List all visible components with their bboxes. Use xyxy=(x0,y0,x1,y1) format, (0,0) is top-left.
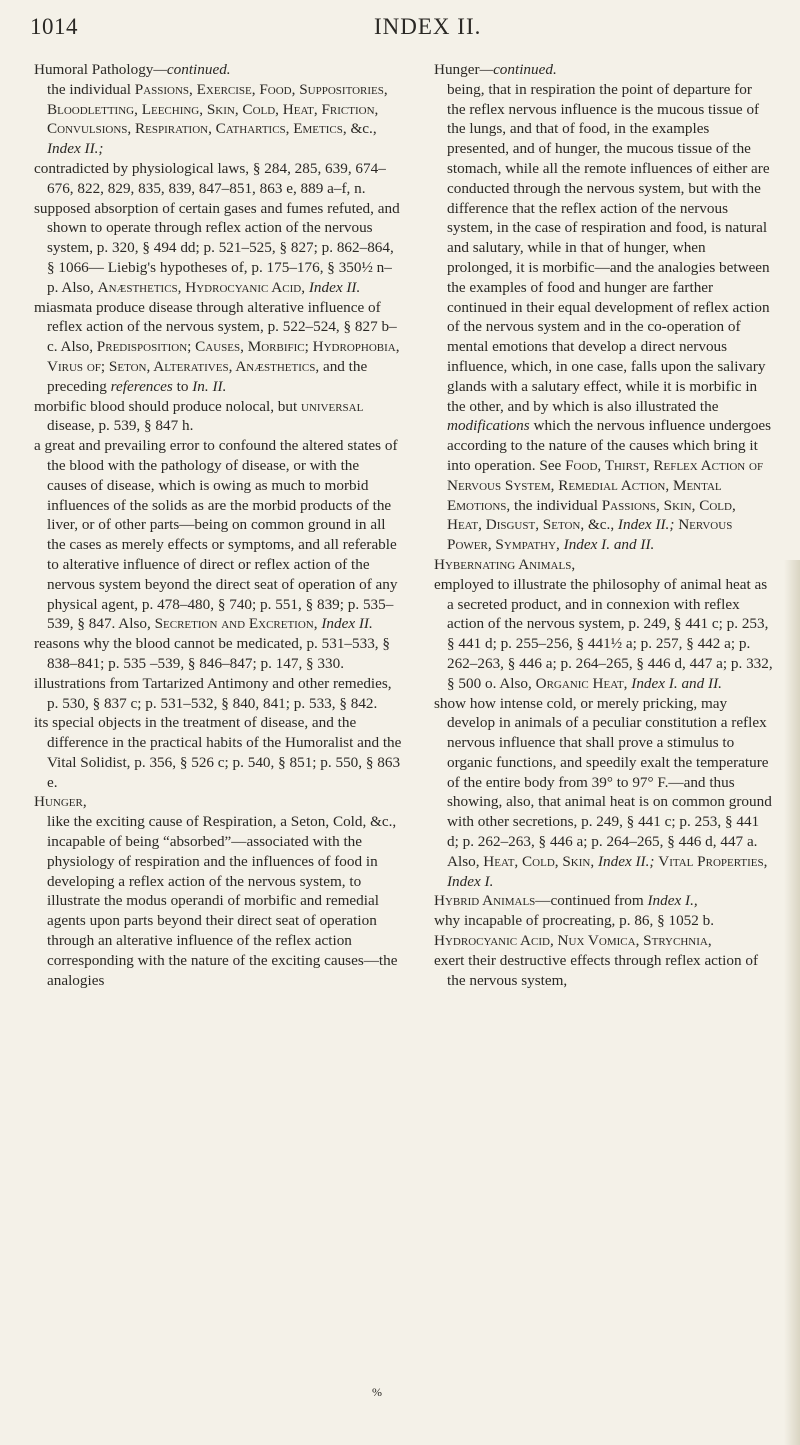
subentry: its special objects in the treatment of disease, and the difference in the practical habits of the Humoralist and the Vital Solidist, p. 356, § 526 c; p. 540, § 851; p. 550, § 863 e. xyxy=(34,714,402,791)
subentry: exert their destructive effects through reflex action of the nervous system, xyxy=(434,951,759,989)
left-column xyxy=(34,60,402,990)
running-head: INDEX II. xyxy=(374,14,482,39)
printer-mark: % xyxy=(372,1385,382,1399)
subentry: morbific blood should produce nolocal, but universal disease, p. 539, § 847 h. xyxy=(34,397,364,435)
entry-heading: Hunger—continued. xyxy=(434,61,557,78)
entry-heading: Humoral Pathology—continued. xyxy=(34,61,231,78)
page-number: 1014 xyxy=(30,14,78,39)
entry-heading: Hybernating Animals, xyxy=(434,555,576,573)
entry-heading: Hybrid Animals—continued from Index I., xyxy=(434,892,698,910)
page-edge-shadow xyxy=(784,560,800,1445)
entry-heading: Hydrocyanic Acid, Nux Vomica, Strychnia, xyxy=(434,932,712,950)
subentry: contradicted by physiological laws, § 284, 285, 639, 674–676, 822, 829, 835, 839, 847–851, 863 e, 889 a–f, n. xyxy=(34,159,386,197)
subentry: reasons why the blood cannot be medicated, p. 531–533, § 838–841; p. 535 –539, § 846–847; p. 147, § 330. xyxy=(34,635,390,672)
subentry: like the exciting cause of Respiration, a Seton, Cold, &c., incapable of being “absorbed”—associated with the physiology of respiration and the influences of food in developing a reflex action of the nervous system, to illustrate the modus operandi of morbific and remedial agents upon parts beyond their direct seat of operation through an alterative influence of the reflex action corresponding with the nature of the exciting causes—the analogies xyxy=(47,813,398,989)
subentry: a great and prevailing error to confound the altered states of the blood with the pathology of disease, or with the causes of disease, which is owing as much to morbid influences of the solids as are the morbid products of the liver, or of other parts—being on common ground in all the cases as merely effects or symptoms, and all referable to alterative influence of direct or reflex action of the nervous system beyond the direct seat of operation of any physical agent, p. 478–480, § 740; p. 551, § 839; p. 535–539, § 847. Also, Secretion and Excretion, Index II. xyxy=(34,437,398,633)
subentry: why incapable of procreating, p. 86, § 1052 b. xyxy=(434,912,715,930)
subentry: illustrations from Tartarized Antimony and other remedies, p. 530, § 837 c; p. 531–532, § 840, 841; p. 533, § 842. xyxy=(34,674,392,712)
subentry: miasmata produce disease through alterative influence of reflex action of the nervous system, p. 522–524, § 827 b–c. Also, Predisposition; Causes, Morbific; Hydrophobia, Virus of; Seton, Alteratives, Anæsthetics, and the preceding references to In. II. xyxy=(34,298,400,395)
subentry: employed to illustrate the philosophy of animal heat as a secreted product, and in connexion with reflex action of the nervous system, p. 249, § 441 c; p. 253, § 441 d; p. 255–256, § 441½ a; p. 257, § 442 a; p. 262–263, § 446 a; p. 264–265, § 446 d, 447 a; p. 332, § 500 o. Also, Organic Heat, Index I. and II. xyxy=(434,575,773,692)
subentry: the individual Passions, Exercise, Food, Suppositories, Bloodletting, Leeching, Skin, Cold, Heat, Friction, Convulsions, Respiration, Cathartics, Emetics, &c., Index II.; xyxy=(47,80,388,158)
entry-heading: Hunger, xyxy=(34,793,87,811)
right-column xyxy=(434,60,774,990)
subentry: supposed absorption of certain gases and fumes refuted, and shown to operate through reflex action of the nervous system, p. 320, § 494 dd; p. 521–525, § 827; p. 862–864, § 1066— Liebig's hypotheses of, p. 175–176, § 350½ n–p. Also, Anæsthetics, Hydrocyanic Acid, Index II. xyxy=(34,199,400,296)
subentry: show how intense cold, or merely pricking, may develop in animals of a peculiar constitution a reflex nervous influence that shall prove a stimulus to organic functions, and speedily exalt the temperature of the entire body from 39° to 97° F.—and thus showing, also, that animal heat is on common ground with other secretions, p. 249, § 441 c; p. 253, § 441 d; p. 262–263, § 446 a; p. 264–265, § 446 d, 447 a. Also, Heat, Cold, Skin, Index II.; Vital Properties, Index I. xyxy=(434,694,772,890)
subentry: being, that in respiration the point of departure for the reflex nervous influence is the mucous tissue of the lungs, and that of food, in the examples presented, and of hunger, the mucous tissue of the stomach, while all the remote influences of either are conducted through the nervous system, but with the difference that the reflex action of the nervous system, in the case of respiration and food, is natural and salutary, while in that of hunger, when prolonged, it is morbific—and the analogies between the examples of food and hunger are farther continued in their equal development of reflex action of the nervous system and in the co-operation of mental emotions that develop a direct nervous influence, which, in one case, falls upon the salivary glands with a salutary effect, while it is morbific in the other, and by which is also illustrated the modifications which the nervous influence undergoes according to the nature of the causes which bring it into operation. See Food, Thirst, Reflex Action of Nervous System, Remedial Action, Mental Emotions, the individual Passions, Skin, Cold, Heat, Disgust, Seton, &c., Index II.; Nervous Power, Sympathy, Index I. and II. xyxy=(447,80,772,554)
page-header xyxy=(0,0,800,60)
